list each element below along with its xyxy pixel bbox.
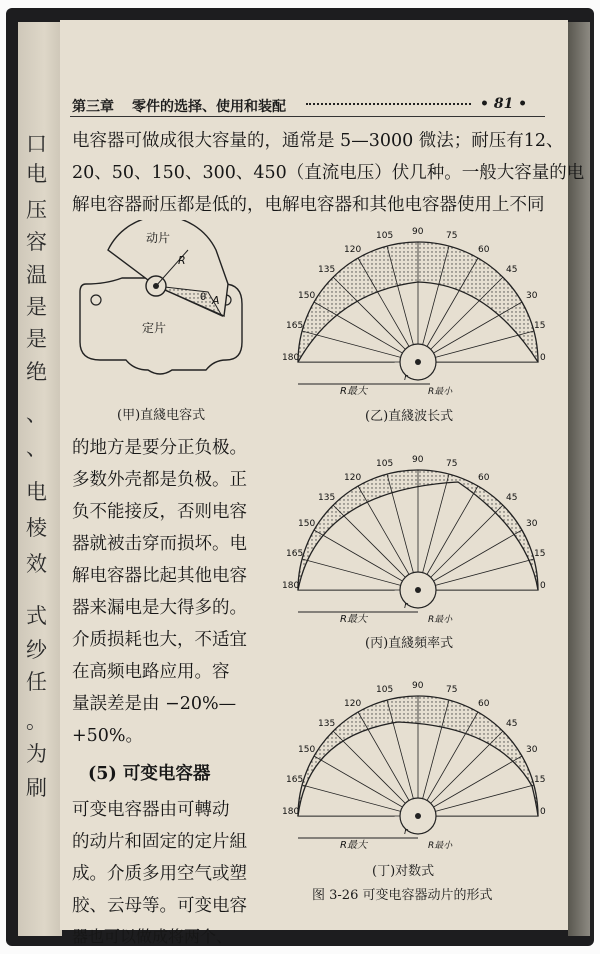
edge-char: 。 <box>26 709 47 733</box>
body-line: 负不能接反，否则电容 <box>72 502 247 522</box>
svg-text:45: 45 <box>506 265 518 275</box>
svg-text:105: 105 <box>376 231 394 241</box>
svg-text:120: 120 <box>344 473 362 483</box>
edge-char: 棱 <box>26 516 47 540</box>
svg-text:75: 75 <box>446 685 458 695</box>
svg-text:30: 30 <box>526 745 538 755</box>
svg-text:15: 15 <box>534 775 546 785</box>
svg-text:150: 150 <box>298 745 316 755</box>
body-line: +50%。 <box>72 726 144 746</box>
body-line: 解电容器耐压都是低的，电解电容器和其他电容器使用上不同 <box>72 195 545 215</box>
label-r: r <box>404 601 408 611</box>
body-line: 20、50、150、300、450（直流电压）伏几种。一般大容量的电 <box>72 163 585 183</box>
edge-char: 、 <box>26 402 47 426</box>
svg-text:90: 90 <box>412 227 424 237</box>
svg-text:135: 135 <box>318 265 336 275</box>
edge-char: 、 <box>26 436 47 460</box>
svg-text:105: 105 <box>376 459 394 469</box>
svg-text:120: 120 <box>344 245 362 255</box>
body-line: 胶、云母等。可变电容 <box>72 896 247 916</box>
svg-text:120: 120 <box>344 699 362 709</box>
caption-bing: (丙)直綫頻率式 <box>365 636 454 651</box>
svg-text:165: 165 <box>286 549 304 559</box>
label-moving: 动片 <box>146 231 171 245</box>
body-line: 量誤差是由 −20%— <box>72 694 237 714</box>
svg-text:150: 150 <box>298 291 316 301</box>
svg-text:105: 105 <box>376 685 394 695</box>
svg-text:0: 0 <box>540 353 546 363</box>
label-A: A <box>212 294 220 307</box>
svg-text:30: 30 <box>526 291 538 301</box>
edge-char: 电 <box>26 480 47 504</box>
svg-text:45: 45 <box>506 719 518 729</box>
body-line: 在高频电路应用。容 <box>72 662 230 682</box>
header-dotted-rule <box>306 103 471 105</box>
body-line: 成。介质多用空气或塑 <box>72 864 247 884</box>
svg-text:180: 180 <box>282 353 300 363</box>
page-number: • 81 • <box>480 96 528 112</box>
body-line: 多数外壳都是负极。正 <box>72 470 247 490</box>
body-line: 解电容器比起其他电容 <box>72 566 247 586</box>
label-R: R <box>178 254 186 267</box>
edge-char: 为 <box>26 742 47 766</box>
svg-text:75: 75 <box>446 231 458 241</box>
edge-char: 温 <box>26 263 47 287</box>
svg-text:60: 60 <box>478 245 490 255</box>
svg-text:135: 135 <box>318 719 336 729</box>
body-line: 电容器可做成很大容量的，通常是 5—3000 微法；耐压有12、 <box>72 131 564 151</box>
figure-ding-drawing <box>278 676 550 852</box>
label-R-max: R最大 <box>340 614 367 625</box>
svg-text:150: 150 <box>298 519 316 529</box>
svg-text:15: 15 <box>534 549 546 559</box>
body-line: 可变电容器由可轉动 <box>72 800 230 820</box>
edge-char: 式 <box>26 604 47 628</box>
svg-text:30: 30 <box>526 519 538 529</box>
svg-text:180: 180 <box>282 581 300 591</box>
main-figure-caption: 图 3-26 可变电容器动片的形式 <box>312 888 493 903</box>
edge-char: 纱 <box>26 638 47 662</box>
edge-char: 是 <box>26 295 47 319</box>
caption-yi: (乙)直綫波长式 <box>365 409 454 424</box>
label-R-max: R最大 <box>340 386 367 397</box>
edge-char: 刷 <box>26 776 47 800</box>
svg-text:45: 45 <box>506 493 518 503</box>
section-heading: (5) 可变电容器 <box>88 764 211 784</box>
body-line: 器就被击穿而损坏。电 <box>72 534 247 554</box>
svg-text:0: 0 <box>540 807 546 817</box>
edge-char: 容 <box>26 230 47 254</box>
caption-jia: (甲)直綫电容式 <box>117 408 206 423</box>
svg-text:90: 90 <box>412 681 424 691</box>
body-line: 的地方是要分正负极。 <box>72 438 247 458</box>
page-number-value: 81 <box>493 96 514 112</box>
label-R-min: R最小 <box>428 841 453 851</box>
svg-text:135: 135 <box>318 493 336 503</box>
edge-char: 是 <box>26 327 47 351</box>
edge-char: 绝 <box>26 360 47 384</box>
label-theta: θ <box>200 292 207 303</box>
body-line: 介质损耗也大，不适宜 <box>72 630 247 650</box>
edge-char: 压 <box>26 198 47 222</box>
chapter-title: 零件的选择、使用和装配 <box>132 99 286 115</box>
svg-text:90: 90 <box>412 455 424 465</box>
body-line: 的动片和固定的定片組 <box>72 832 247 852</box>
label-r: r <box>404 373 408 383</box>
caption-ding: (丁)对数式 <box>372 864 435 879</box>
chapter-label: 第三章 <box>72 99 114 115</box>
edge-char: 任 <box>26 670 47 694</box>
body-line: 器也可以做成将两个、 <box>72 927 233 946</box>
svg-text:165: 165 <box>286 321 304 331</box>
figure-jia-drawing <box>76 220 256 390</box>
svg-text:0: 0 <box>540 581 546 591</box>
edge-char: 口 <box>26 132 47 156</box>
header-rule <box>70 116 545 117</box>
label-R-min: R最小 <box>428 387 453 397</box>
label-r: r <box>404 827 408 837</box>
label-R-max: R最大 <box>340 840 367 851</box>
edge-char: 效 <box>26 552 47 576</box>
svg-text:180: 180 <box>282 807 300 817</box>
body-line: 器来漏电是大得多的。 <box>72 598 247 618</box>
figure-yi-drawing <box>278 222 550 398</box>
svg-text:15: 15 <box>534 321 546 331</box>
edge-char: 电 <box>26 162 47 186</box>
figure-bing-drawing <box>278 450 550 626</box>
mount-hole <box>91 295 101 305</box>
svg-text:60: 60 <box>478 699 490 709</box>
svg-text:165: 165 <box>286 775 304 785</box>
svg-text:75: 75 <box>446 459 458 469</box>
svg-text:60: 60 <box>478 473 490 483</box>
label-fixed: 定片 <box>142 321 167 335</box>
label-R-min: R最小 <box>428 615 453 625</box>
